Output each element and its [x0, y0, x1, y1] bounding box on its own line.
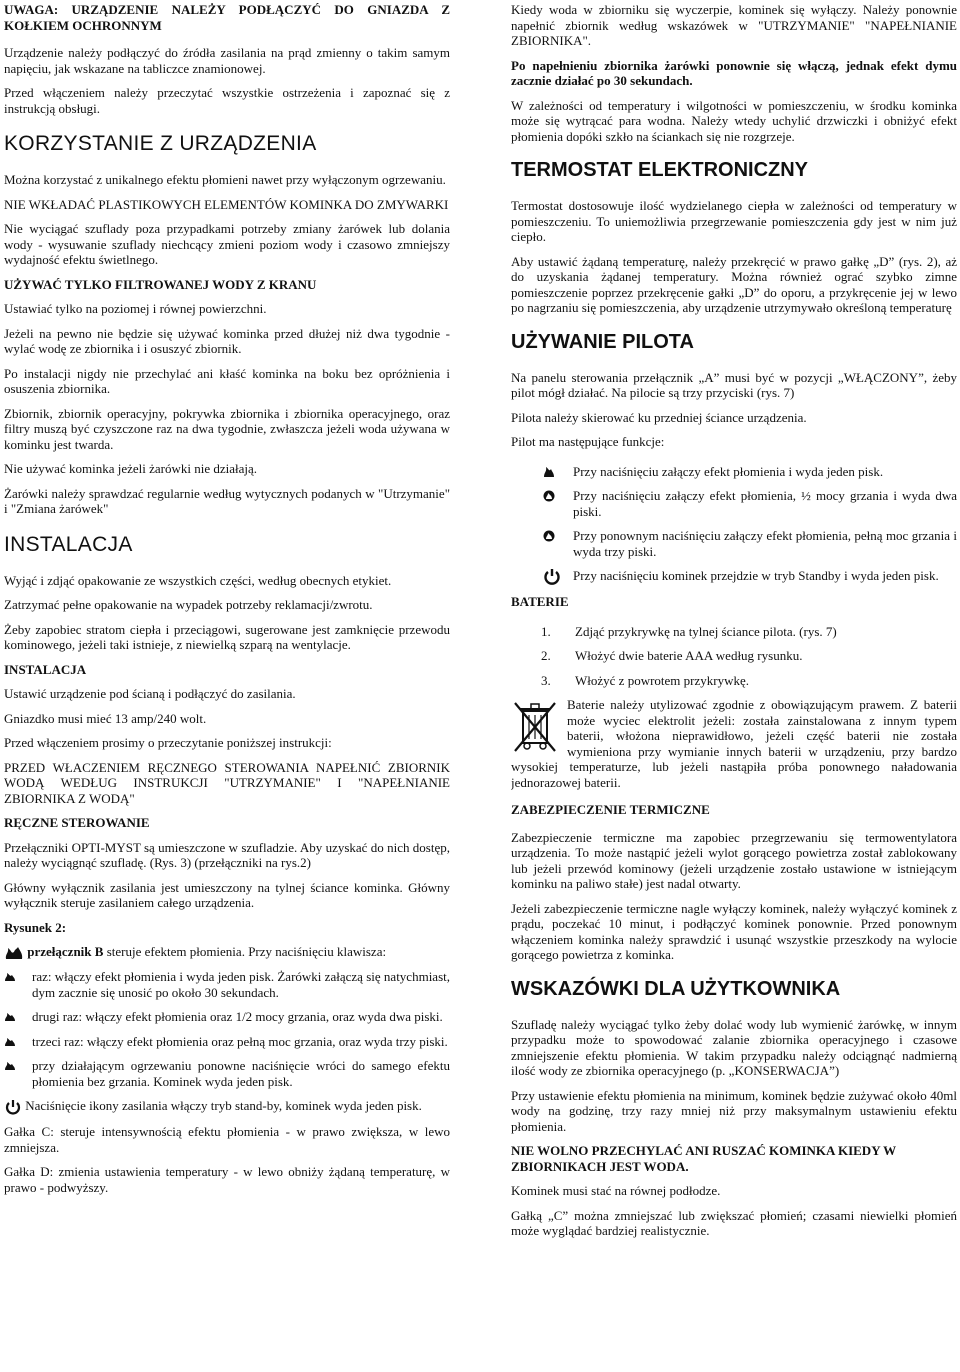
- paragraph: Przy ustawienie efektu płomienia na minimum, kominek będzie zużywać około 40ml wody na godzinę, trzy razy mniej niż przy maksymalnym ustawieniu efektu płomienia.: [511, 1087, 957, 1134]
- flame-icon: [511, 464, 573, 479]
- heading-manual: RĘCZNE STEROWANIE: [4, 815, 150, 830]
- paragraph: Zbiornik, zbiornik operacyjny, pokrywka zbiornika i zbiornika operacyjnego, oraz filtry muszą być czyszczone raz na dwa tygodnie, zwłaszcza jeżeli woda używana w kominku jest twarda.: [4, 405, 450, 452]
- list-item: raz: włączy efekt płomienia i wyda jeden pisk. Żarówki załączą się natychmiast, dym zacznie się unosić po około 30 sekundach.: [4, 969, 450, 1000]
- list-item: Przy naciśnięciu załączy efekt płomienia, ½ mocy grzania i wyda dwa piski.: [511, 488, 957, 519]
- heading-water: UŻYWAĆ TYLKO FILTROWANEJ WODY Z KRANU: [4, 276, 317, 292]
- heading-install-2: INSTALACJA: [4, 661, 87, 677]
- list-item: 1. Zdjąć przykrywkę na tylnej ściance pilota. (rys. 7): [541, 623, 837, 639]
- power-line: Naciśnięcie ikony zasilania włączy tryb stand-by, kominek wyda jeden pisk.: [4, 1098, 450, 1115]
- paragraph: Gałka C: steruje intensywnością efektu płomienia - w prawo zwiększa, w lewo zmniejsza.: [4, 1124, 450, 1155]
- paragraph: Główny wyłącznik zasilania jest umieszczony na tylnej ściance kominka. Główny wyłącznik steruje zasilaniem całego urządzenia.: [4, 879, 450, 910]
- heading-user-tips: WSKAZÓWKI DLA UŻYTKOWNIKA: [511, 977, 841, 1000]
- paragraph: Jeżeli zabezpieczenie termiczne nagle wyłączy kominek, należy wyłączyć kominek z prądu, poczekać 10 minut, i podłączyć kominek ponownie. Przed ponownym włączeniem kominka należy sprawdzić i usunąć wszystkie przeszkody na wylocie gorącego powietrza z kominka.: [511, 900, 957, 962]
- paragraph: Można korzystać z unikalnego efektu płomieni nawet przy wyłączonym ogrzewaniu.: [4, 172, 446, 187]
- flame-icon: [4, 1034, 32, 1049]
- heading-usage: KORZYSTANIE Z URZĄDZENIA: [4, 132, 317, 155]
- switch-b-line: [4, 944, 450, 960]
- paragraph: W zależności od temperatury i wilgotności w pomieszczeniu, w środku kominka może się wytrącać para wodna. Należy wtedy uchylić drzwiczki i obniżyć efekt płomienia dopóki szkło na ściankach się nie rozgrzeje.: [511, 97, 957, 144]
- list-item: Przy naciśnięciu kominek przejdzie w tryb Standby i wyda jeden pisk.: [511, 568, 957, 585]
- paragraph: Na panelu sterowania przełącznik „A” musi być w pozycji „WŁĄCZONY”, żeby pilot mógł działać. Na pilocie są trzy przyciski (rys. 7): [511, 369, 957, 400]
- paragraph: Przełączniki OPTI-MYST są umieszczone w szufladzie. Aby uzyskać do nich dostęp, należy wyciągnąć szufladę. (Rys. 3) (przełączniki na rys.2): [4, 839, 450, 870]
- paragraph: Po instalacji nigdy nie przechylać ani kłaść kominka na boku bez opróżnienia i osuszenia zbiornika.: [4, 365, 450, 396]
- switch-b-label: przełącznik B: [27, 944, 104, 959]
- list-item: drugi raz: włączy efekt płomienia oraz 1/2 mocy grzania, oraz wyda dwa piski.: [4, 1009, 450, 1025]
- paragraph: Jeżeli na pewno nie będzie się używać kominka przed dłużej niż dwa tygodnie - wylać wodę ze zbiornika i i osuszyć zbiornik.: [4, 325, 450, 356]
- flame-heat-icon: [4, 944, 24, 959]
- figure-label: Rysunek 2:: [4, 919, 67, 935]
- power-icon: [511, 568, 573, 585]
- warning-title: UWAGA: URZĄDZENIE NALEŻY PODŁĄCZYĆ DO GNIAZDA Z KOŁKIEM OCHRONNYM: [4, 2, 450, 33]
- heading-thermostat: TERMOSTAT ELEKTRONICZNY: [511, 159, 809, 181]
- paragraph: Baterie należy utylizować zgodnie z obowiązującym prawem. Z baterii może wyciec elektrolit jeżeli: została zainstalowana z innym typem baterii, włożona nieprawidłowo, jeżeli część baterii nie została wymieniona przy wymianie innych baterii w urządzeniu, przy bardzo wysokiej temperaturze, lub jeżeli nastąpiła próba ponownego naładowania jednorazowej baterii.: [511, 697, 957, 790]
- paragraph: Przed włączeniem należy przeczytać wszystkie ostrzeżenia i zapoznać się z instrukcją obsługi.: [4, 85, 450, 116]
- paragraph: Ustawiać tylko na poziomej i równej powierzchni.: [4, 301, 267, 316]
- list-item: trzeci raz: włączy efekt płomienia oraz pełną moc grzania, oraz wyda trzy piski.: [4, 1034, 450, 1050]
- paragraph: Szufladę należy wyciągać tylko żeby dolać wody lub wymienić żarówkę, w innym przypadku może to spowodować zalanie zbiornika operacyjnego i czasowe zmniejszenie efektu płomienia. W takim przypadku należy odciągnąć nadmierną ilość wody ze zbiornika operacyjnego (p. „KONSERWACJA”): [511, 1016, 957, 1078]
- half-heat-icon: [511, 488, 573, 503]
- right-column: [511, 0, 957, 1248]
- flame-icon: [4, 1009, 32, 1024]
- list-item: 2. Włożyć dwie baterie AAA według rysunku.: [541, 648, 803, 663]
- list-item: 3. Włożyć z powrotem przykrywkę.: [541, 672, 749, 688]
- paragraph: Gałką „C” można zmniejszać lub zwiększać płomień; czasami niewielki płomień może wyglądać bardziej realistycznie.: [511, 1207, 957, 1238]
- list-item: Przy naciśnięciu załączy efekt płomienia i wyda jeden pisk.: [511, 464, 957, 480]
- full-heat-icon: [511, 528, 573, 543]
- paragraph: Urządzenie należy podłączyć do źródła zasilania na prąd zmienny o takim samym napięciu, jak wskazane na tabliczce znamionowej.: [4, 45, 450, 76]
- paragraph: Żarówki należy sprawdzać regularnie według wytycznych podanych w "Utrzymanie" i "Zmiana żarówek": [4, 485, 450, 516]
- flame-icon: [4, 1058, 32, 1073]
- heading-install: INSTALACJA: [4, 532, 133, 556]
- paragraph: Zabezpieczenie termiczne ma zapobiec przegrzewaniu się termowentylatora urządzenia. To może nastąpić jeżeli wylot gorącego powietrza został zablokowany lub jeżeli przewód kominowy (jeżeli urządzenie zostało ustawione w istniejącym kominku na paliwo stałe) jest nadal otwarty.: [511, 829, 957, 891]
- paragraph: Ustawić urządzenie pod ścianą i podłączyć do zasilania.: [4, 686, 296, 701]
- paragraph: Nie używać kominka jeżeli żarówki nie działają.: [4, 461, 258, 476]
- paragraph: Zatrzymać pełne opakowanie na wypadek potrzeby reklamacji/zwrotu.: [4, 597, 373, 612]
- flame-icon: [4, 969, 32, 984]
- paragraph: Nie wyciągać szuflady poza przypadkami potrzeby zmiany żarówek lub dolania wody - wysuwanie szuflady niechcący zmieni poziom wody i czasowo zmniejszy wydajność efektu świetlnego.: [4, 221, 450, 267]
- paragraph: Przed włączeniem prosimy o przeczytanie poniższej instrukcji:: [4, 735, 332, 750]
- paragraph-bold: Po napełnieniu zbiornika żarówki ponownie się włączą, jednak efekt dymu zacznie działać po 30 sekundach.: [511, 57, 957, 88]
- paragraph: Termostat dostosowuje ilość wydzielanego ciepła w zależności od temperatury w pomieszczeniu. To uniemożliwia przegrzewanie pomieszczenia gdy jest w nim już ciepło.: [511, 198, 957, 244]
- heading-batteries: BATERIE: [511, 594, 569, 609]
- heading-plastic: NIE WKŁADAĆ PLASTIKOWYCH ELEMENTÓW KOMINKA DO ZMYWARKI: [4, 196, 449, 212]
- paragraph: Gałka D: zmienia ustawienia temperatury - w lewo obniży żądaną temperaturę, w prawo - podwyższy.: [4, 1164, 450, 1195]
- paragraph: Aby ustawić żądaną temperaturę, należy przekręcić w prawo gałkę „D” (rys. 2), aż do uzyskania żądanej temperatury. Można również ograć szybko zimne pomieszczenie poprzez przekręcenie gałki „D” do oporu, a przykręcenie jej w lewo po nagrzaniu się pomieszczenia, aby urządzenie utrzymywało określoną temperaturę: [511, 253, 957, 315]
- paragraph-bold: NIE WOLNO PRZECHYLAĆ ANI RUSZAĆ KOMINKA KIEDY W ZBIORNIKACH JEST WODA.: [511, 1143, 896, 1174]
- crossed-bin-icon: [511, 699, 559, 753]
- paragraph: Żeby zapobiec stratom ciepła i przeciągowi, sugerowane jest zamknięcie przewodu kominowego, jeżeli taki istnieje, z niewielką szparą na wentylacje.: [4, 621, 450, 652]
- paragraph: Wyjąć i zdjąć opakowanie ze wszystkich części, według obecnych etykiet.: [4, 572, 392, 588]
- paragraph: Kiedy woda w zbiorniku się wyczerpie, kominek się wyłączy. Należy ponownie napełnić zbiornik według wskazówek w "UTRZYMANIE" "NAPEŁNIANIE ZBIORNIKA".: [511, 2, 957, 48]
- list-item: przy działającym ogrzewaniu ponowne naciśnięcie wróci do samego efektu płomienia bez grzania. Kominek wyda jeden pisk.: [4, 1058, 450, 1089]
- power-icon: [4, 1098, 22, 1113]
- battery-disposal: [511, 697, 957, 790]
- paragraph: Pilota należy skierować ku przedniej ściance urządzenia.: [511, 409, 807, 425]
- paragraph: Kominek musi stać na równej podłodze.: [511, 1183, 721, 1198]
- paragraph: Pilot ma następujące funkcje:: [511, 434, 665, 449]
- paragraph: Gniazdko musi mieć 13 amp/240 wolt.: [4, 710, 207, 726]
- left-column: [4, 0, 450, 1204]
- list-item: Przy ponownym naciśnięciu załączy efekt płomienia, pełną moc grzania i wyda trzy piski.: [511, 528, 957, 559]
- heading-thermal-protection: ZABEZPIECZENIE TERMICZNE: [511, 802, 710, 817]
- heading-remote: UŻYWANIE PILOTA: [511, 330, 694, 353]
- switch-b-text: steruje efektem płomienia. Przy naciśnięciu klawisza:: [103, 944, 387, 959]
- paragraph: PRZED WŁACZENIEM RĘCZNEGO STEROWANIA NAPEŁNIĆ ZBIORNIK WODĄ WEDŁUG INSTRUKCJI "UTRZYMANIE" I "NAPEŁNIANIE ZBIORNIKA Z WODĄ": [4, 759, 450, 806]
